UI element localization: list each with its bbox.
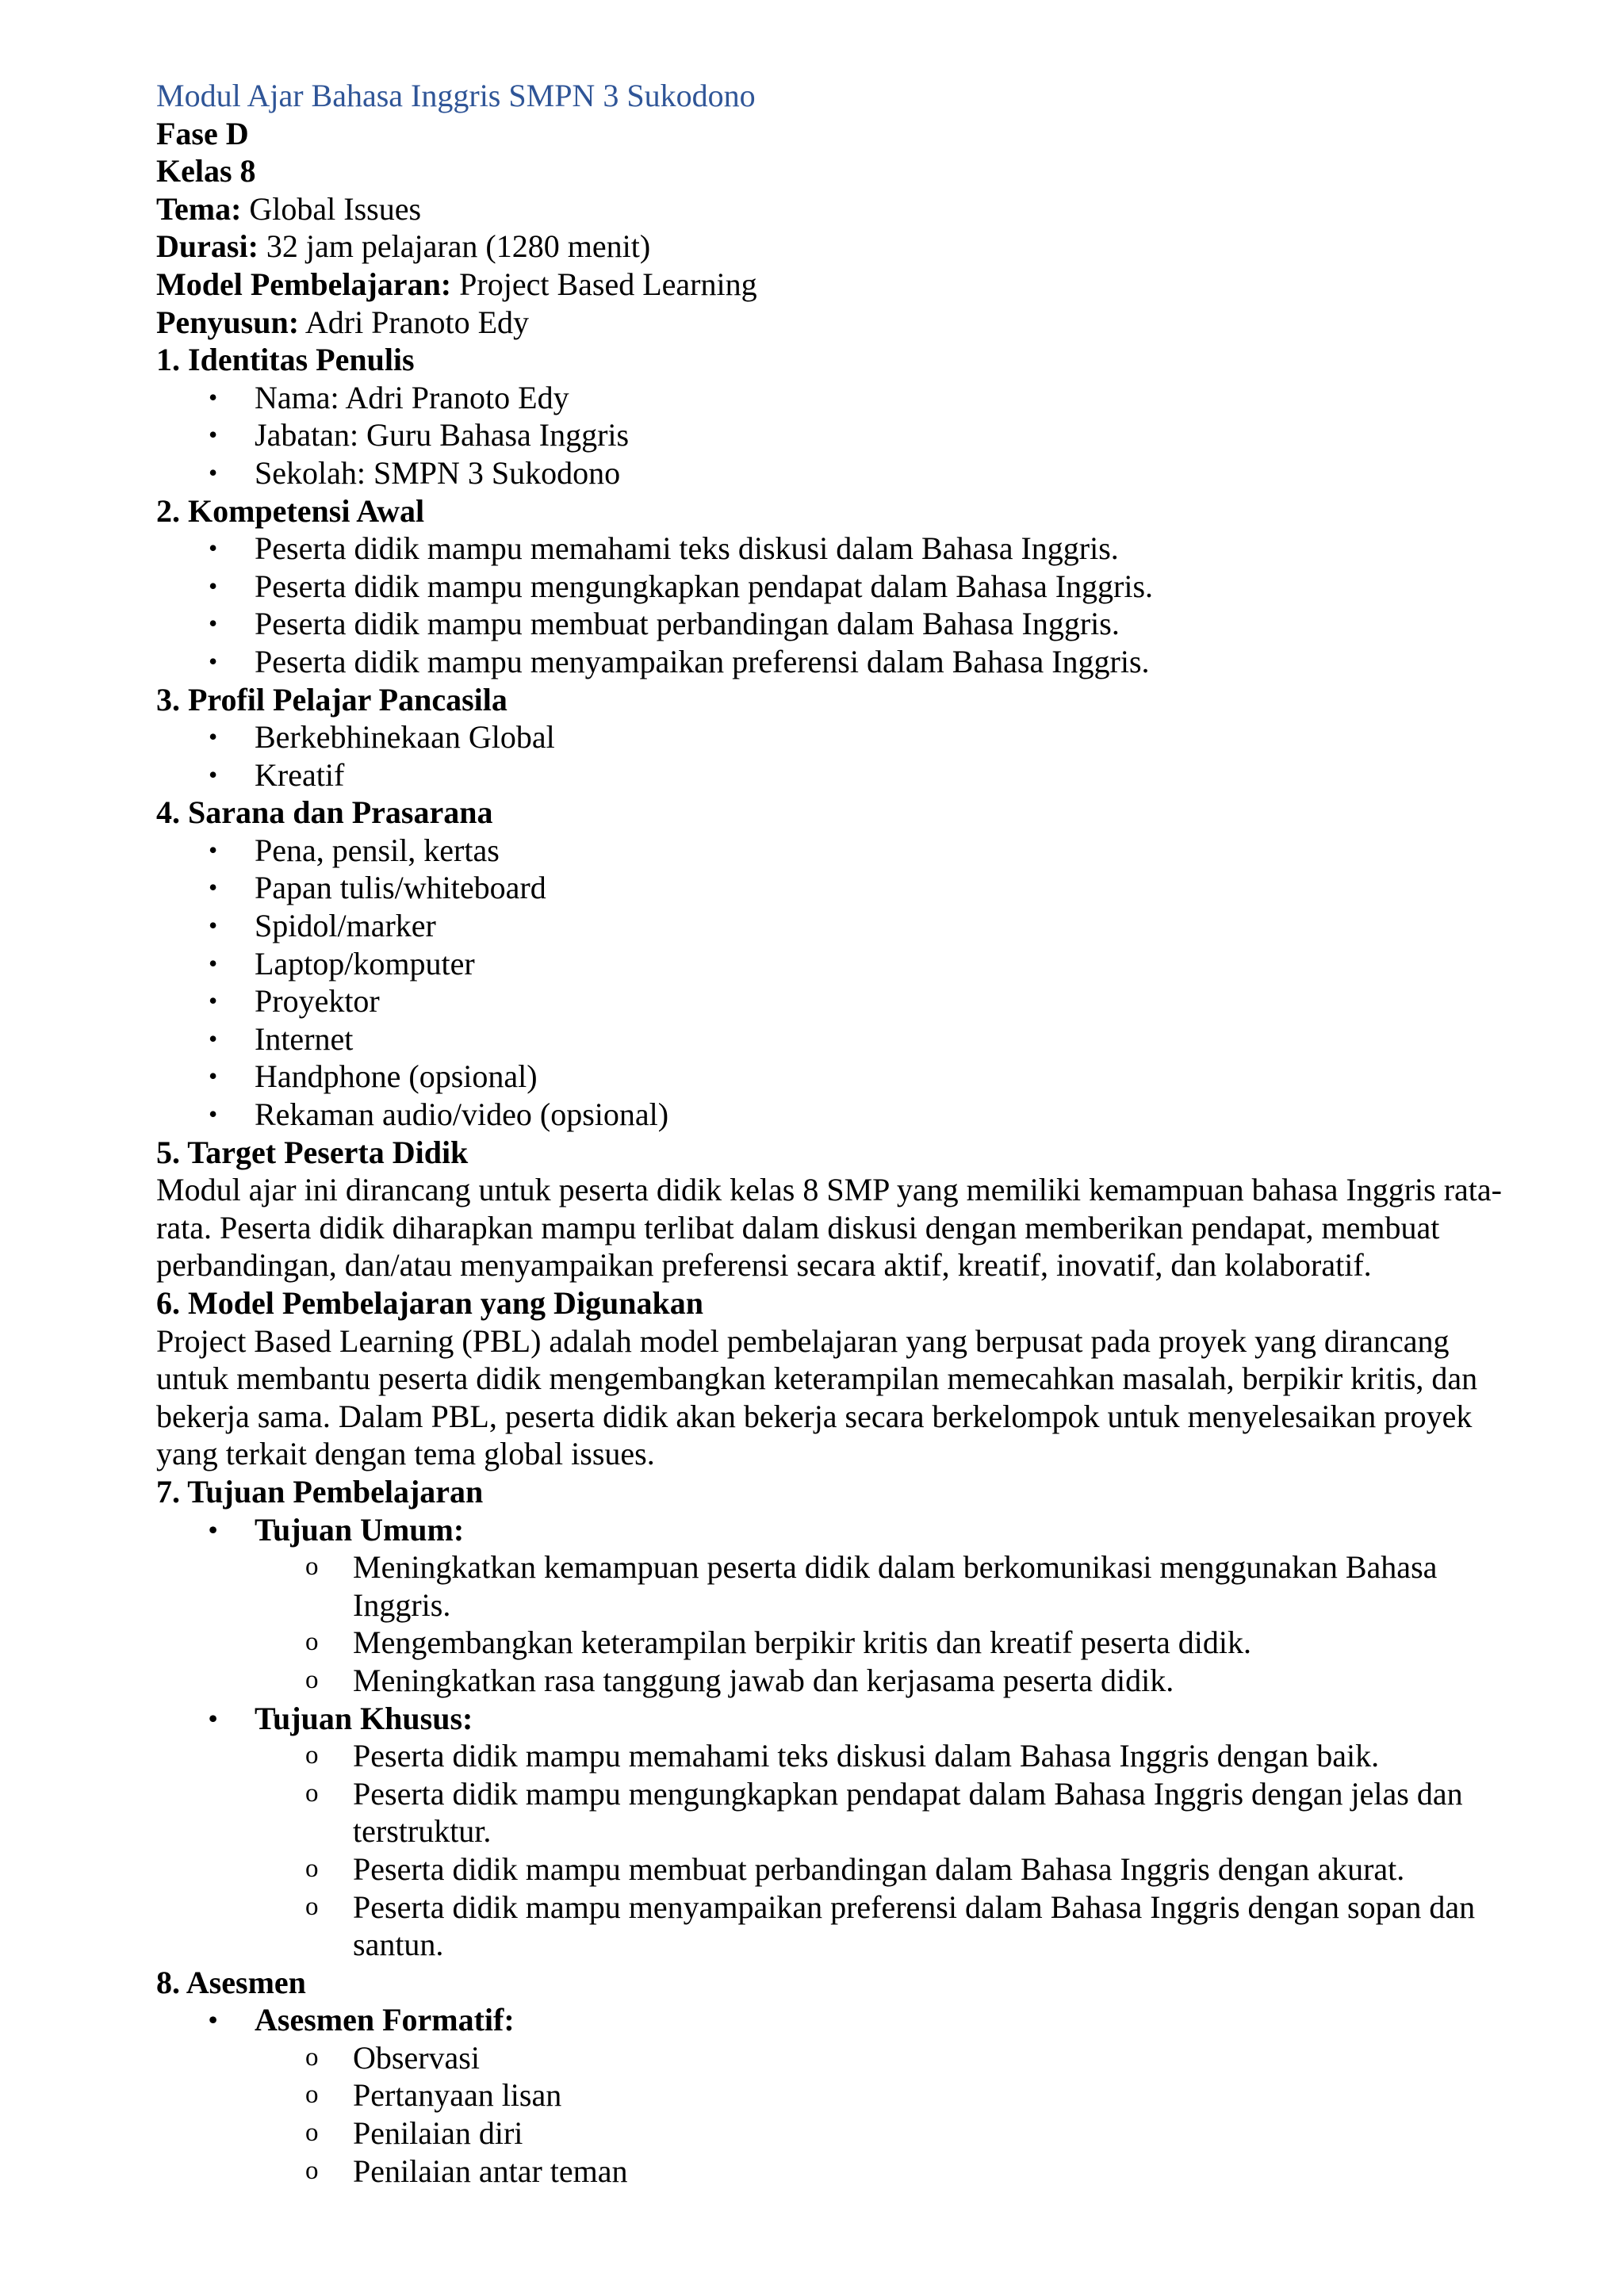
list-item: • Handphone (opsional) (156, 1058, 1560, 1096)
list-item: • Berkebhinekaan Global (156, 718, 1560, 756)
paragraph-line: bekerja sama. Dalam PBL, peserta didik akan bekerja secara berkelompok untuk menyelesaikan proyek (156, 1398, 1473, 1434)
sub-list-item: o Mengembangkan keterampilan berpikir kritis dan kreatif peserta didik. (156, 1624, 1560, 1662)
list-item: • Laptop/komputer (156, 945, 1560, 983)
list-item: • Peserta didik mampu membuat perbandingan dalam Bahasa Inggris. (156, 605, 1560, 643)
section-heading: 3. Profil Pelajar Pancasila (156, 681, 508, 718)
paragraph-line: Modul ajar ini dirancang untuk peserta didik kelas 8 SMP yang memiliki kemampuan bahasa Inggris rata- (156, 1172, 1502, 1208)
list-item: • Peserta didik mampu memahami teks diskusi dalam Bahasa Inggris. (156, 530, 1560, 568)
sub-item-line: santun. (353, 1927, 444, 1963)
section-heading: 6. Model Pembelajaran yang Digunakan (156, 1285, 704, 1321)
meta-label: Penyusun: (156, 304, 300, 340)
meta-label: Model Pembelajaran: (156, 266, 452, 302)
list-item: • Jabatan: Guru Bahasa Inggris (156, 416, 1560, 454)
sub-list-item: o Peserta didik mampu memahami teks diskusi dalam Bahasa Inggris dengan baik. (156, 1737, 1560, 1775)
meta-label: Durasi: (156, 228, 259, 265)
meta-label: Tema: (156, 190, 242, 227)
meta-durasi (156, 228, 1560, 266)
meta-value: Adri Pranoto Edy (299, 304, 530, 340)
list-item: • Peserta didik mampu menyampaikan preferensi dalam Bahasa Inggris. (156, 643, 1560, 681)
meta-value: Global Issues (241, 190, 422, 227)
list-item: • Peserta didik mampu mengungkapkan pendapat dalam Bahasa Inggris. (156, 568, 1560, 606)
kelas-line: Kelas 8 (156, 153, 256, 189)
sub-list-item (156, 1775, 1560, 1850)
sub-bullet-list (156, 1548, 1560, 1699)
sub-list-item: o Peserta didik mampu membuat perbandingan dalam Bahasa Inggris dengan akurat. (156, 1850, 1560, 1888)
fase-line: Fase D (156, 115, 249, 151)
list-item: • Sekolah: SMPN 3 Sukodono (156, 454, 1560, 492)
meta-value: Project Based Learning (451, 266, 757, 302)
meta-penyusun (156, 304, 1560, 342)
sub-bullet-list (156, 1737, 1560, 1964)
meta-tema (156, 190, 1560, 228)
sub-item-line: Inggris. (353, 1586, 451, 1623)
sub-bullet-list (156, 2039, 1560, 2190)
sub-item-line: o Peserta didik mampu mengungkapkan pendapat dalam Bahasa Inggris dengan jelas dan (353, 1775, 1463, 1812)
bullet-list (156, 1511, 1560, 1549)
bullet-list (156, 2001, 1560, 2039)
bullet-list (156, 718, 1560, 794)
sub-item-line: o Peserta didik mampu menyampaikan preferensi dalam Bahasa Inggris dengan sopan dan (353, 1888, 1476, 1925)
paragraph-line: rata. Peserta didik diharapkan mampu terlibat dalam diskusi dengan memberikan pendapat, membuat (156, 1209, 1440, 1246)
section-heading: 5. Target Peserta Didik (156, 1134, 469, 1170)
bullet-list (156, 832, 1560, 1134)
sub-item-line: o Meningkatkan kemampuan peserta didik dalam berkomunikasi menggunakan Bahasa (353, 1549, 1438, 1586)
section-heading: 2. Kompetensi Awal (156, 492, 425, 529)
sub-list-item: o Penilaian antar teman (156, 2152, 1560, 2191)
sub-list-item: o Observasi (156, 2039, 1560, 2077)
paragraph-line: yang terkait dengan tema global issues. (156, 1436, 655, 1472)
list-item: • Papan tulis/whiteboard (156, 869, 1560, 907)
section-heading: 8. Asesmen (156, 1964, 306, 2000)
bullet-list (156, 530, 1560, 680)
sub-list-item (156, 1548, 1560, 1624)
list-item: • Nama: Adri Pranoto Edy (156, 379, 1560, 417)
meta-value: 32 jam pelajaran (1280 menit) (258, 228, 651, 265)
bullet-list (156, 379, 1560, 492)
sub-item-line: terstruktur. (353, 1813, 492, 1850)
section-heading: 4. Sarana dan Prasarana (156, 794, 493, 831)
meta-model (156, 266, 1560, 304)
list-item: • Internet (156, 1020, 1560, 1058)
paragraph-line: Project Based Learning (PBL) adalah model pembelajaran yang berpusat pada proyek yang dirancang (156, 1322, 1450, 1359)
list-item: • Rekaman audio/video (opsional) (156, 1096, 1560, 1134)
section-heading: 7. Tujuan Pembelajaran (156, 1473, 484, 1510)
list-item: • Spidol/marker (156, 907, 1560, 945)
sub-list-item: o Pertanyaan lisan (156, 2076, 1560, 2114)
list-item-khusus: • Tujuan Khusus: (156, 1700, 1560, 1738)
list-item-formatif: • Asesmen Formatif: (156, 2001, 1560, 2039)
section-heading: 1. Identitas Penulis (156, 342, 415, 378)
list-item: • Kreatif (156, 756, 1560, 794)
list-item-umum: • Tujuan Umum: (156, 1511, 1560, 1549)
list-item: • Proyektor (156, 982, 1560, 1020)
list-item: • Pena, pensil, kertas (156, 832, 1560, 870)
sub-list-item (156, 1888, 1560, 1964)
sub-list-item: o Penilaian diri (156, 2114, 1560, 2152)
paragraph-line: perbandingan, dan/atau menyampaikan preferensi secara aktif, kreatif, inovatif, dan kolaboratif. (156, 1247, 1372, 1284)
sub-list-item: o Meningkatkan rasa tanggung jawab dan kerjasama peserta didik. (156, 1662, 1560, 1700)
bullet-list (156, 1700, 1560, 1738)
document-title: Modul Ajar Bahasa Inggris SMPN 3 Sukodono (156, 78, 756, 113)
document-page (156, 77, 1560, 2190)
paragraph-line: untuk membantu peserta didik mengembangkan keterampilan memecahkan masalah, berpikir kritis, dan (156, 1360, 1478, 1397)
